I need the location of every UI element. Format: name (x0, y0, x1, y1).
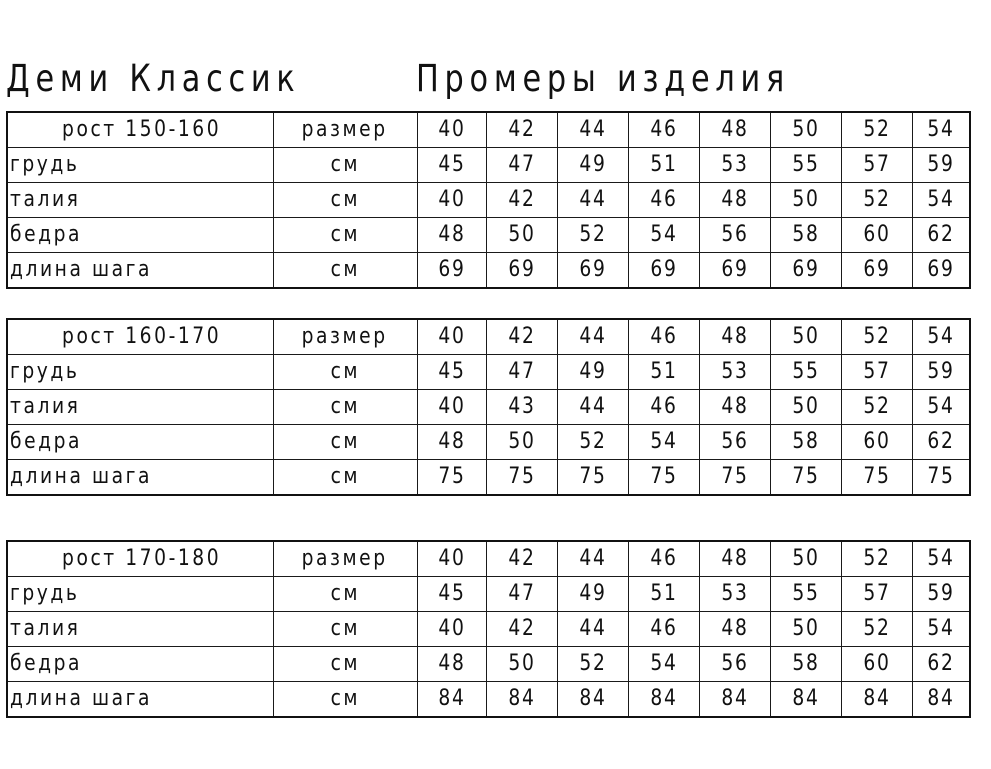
table-row (7, 647, 970, 682)
measurement-value: 84 (912, 682, 970, 718)
size-header-cell: 54 (912, 112, 970, 148)
measurement-value: 52 (557, 647, 628, 682)
size-header-cell: 46 (628, 319, 699, 355)
measurement-value: 50 (770, 612, 841, 647)
measurement-value: 51 (628, 148, 699, 183)
measurement-value: 44 (557, 183, 628, 218)
measurement-value: 40 (417, 183, 486, 218)
measurement-value: 84 (699, 682, 770, 718)
measurement-value: 52 (557, 425, 628, 460)
measurement-value: 45 (417, 577, 486, 612)
measurement-value: 50 (486, 647, 557, 682)
unit-cell: см (273, 460, 417, 496)
measurement-value: 58 (770, 425, 841, 460)
measurement-value: 49 (557, 355, 628, 390)
table-row (7, 425, 970, 460)
measurement-label: длина шага (7, 460, 273, 496)
height-range-label: рост 160-170 (7, 319, 273, 355)
table-row (7, 390, 970, 425)
measurement-value: 46 (628, 183, 699, 218)
measurement-value: 52 (841, 612, 912, 647)
table-header-row (7, 319, 970, 355)
measurement-value: 49 (557, 148, 628, 183)
measurement-value: 84 (841, 682, 912, 718)
measurement-value: 45 (417, 355, 486, 390)
measurement-value: 52 (841, 183, 912, 218)
measurement-value: 62 (912, 647, 970, 682)
unit-cell: см (273, 647, 417, 682)
page-subtitle: Промеры изделия (416, 57, 791, 100)
measurement-value: 43 (486, 390, 557, 425)
measurement-value: 48 (417, 218, 486, 253)
measurement-value: 56 (699, 425, 770, 460)
measurement-value: 69 (912, 253, 970, 289)
measurement-value: 69 (770, 253, 841, 289)
measurement-value: 60 (841, 218, 912, 253)
measurement-label: длина шага (7, 253, 273, 289)
measurement-value: 84 (417, 682, 486, 718)
measurement-value: 75 (417, 460, 486, 496)
size-header-cell: 44 (557, 112, 628, 148)
measurement-value: 52 (557, 218, 628, 253)
measurement-value: 47 (486, 148, 557, 183)
measurement-value: 50 (486, 218, 557, 253)
size-header-cell: 44 (557, 319, 628, 355)
measurement-value: 69 (486, 253, 557, 289)
measurement-value: 57 (841, 577, 912, 612)
size-header-label: размер (273, 541, 417, 577)
measurement-label: талия (7, 183, 273, 218)
measurement-value: 46 (628, 612, 699, 647)
measurement-value: 69 (699, 253, 770, 289)
unit-cell: см (273, 425, 417, 460)
size-header-cell: 54 (912, 319, 970, 355)
table-row (7, 682, 970, 718)
size-header-cell: 42 (486, 541, 557, 577)
measurement-value: 58 (770, 647, 841, 682)
unit-cell: см (273, 682, 417, 718)
measurement-value: 48 (417, 647, 486, 682)
table-row (7, 183, 970, 218)
table-row (7, 460, 970, 496)
table-row (7, 577, 970, 612)
measurement-value: 59 (912, 577, 970, 612)
height-range-label: рост 170-180 (7, 541, 273, 577)
size-header-cell: 48 (699, 319, 770, 355)
size-table (6, 540, 971, 718)
measurement-value: 50 (770, 390, 841, 425)
size-header-cell: 50 (770, 112, 841, 148)
measurement-value: 84 (770, 682, 841, 718)
size-header-cell: 40 (417, 112, 486, 148)
size-table (6, 318, 971, 496)
measurement-label: бедра (7, 218, 273, 253)
unit-cell: см (273, 577, 417, 612)
size-header-cell: 44 (557, 541, 628, 577)
measurement-value: 48 (417, 425, 486, 460)
measurement-value: 69 (417, 253, 486, 289)
measurement-value: 50 (770, 183, 841, 218)
size-header-cell: 46 (628, 541, 699, 577)
measurement-value: 55 (770, 577, 841, 612)
measurement-value: 60 (841, 425, 912, 460)
measurement-value: 59 (912, 148, 970, 183)
model-name: Деми Классик (6, 57, 301, 100)
measurement-value: 69 (557, 253, 628, 289)
measurement-value: 54 (912, 183, 970, 218)
measurement-label: бедра (7, 647, 273, 682)
measurement-value: 52 (841, 390, 912, 425)
measurement-value: 58 (770, 218, 841, 253)
table-row (7, 218, 970, 253)
table-header-row (7, 112, 970, 148)
measurement-label: бедра (7, 425, 273, 460)
measurement-value: 54 (628, 647, 699, 682)
measurement-value: 84 (628, 682, 699, 718)
size-header-cell: 42 (486, 319, 557, 355)
size-header-cell: 46 (628, 112, 699, 148)
measurement-value: 40 (417, 390, 486, 425)
measurement-value: 57 (841, 148, 912, 183)
size-header-cell: 42 (486, 112, 557, 148)
measurement-value: 48 (699, 612, 770, 647)
measurement-label: длина шага (7, 682, 273, 718)
measurement-value: 50 (486, 425, 557, 460)
measurement-value: 54 (912, 390, 970, 425)
measurement-value: 56 (699, 647, 770, 682)
measurement-value: 59 (912, 355, 970, 390)
size-header-cell: 52 (841, 112, 912, 148)
unit-cell: см (273, 253, 417, 289)
measurement-value: 55 (770, 355, 841, 390)
size-header-cell: 40 (417, 319, 486, 355)
height-range-label: рост 150-160 (7, 112, 273, 148)
measurement-value: 57 (841, 355, 912, 390)
measurement-value: 75 (699, 460, 770, 496)
measurement-value: 60 (841, 647, 912, 682)
measurement-value: 44 (557, 390, 628, 425)
table-row (7, 355, 970, 390)
size-header-cell: 48 (699, 541, 770, 577)
size-header-cell: 48 (699, 112, 770, 148)
measurement-value: 54 (628, 218, 699, 253)
size-header-cell: 50 (770, 319, 841, 355)
measurement-label: талия (7, 612, 273, 647)
table-row (7, 253, 970, 289)
measurement-value: 62 (912, 218, 970, 253)
measurement-value: 53 (699, 577, 770, 612)
measurement-value: 53 (699, 148, 770, 183)
measurement-value: 69 (628, 253, 699, 289)
measurement-value: 75 (912, 460, 970, 496)
measurement-value: 75 (628, 460, 699, 496)
measurement-label: грудь (7, 577, 273, 612)
measurement-value: 62 (912, 425, 970, 460)
measurement-value: 44 (557, 612, 628, 647)
measurement-value: 84 (486, 682, 557, 718)
measurement-value: 56 (699, 218, 770, 253)
size-header-label: размер (273, 112, 417, 148)
measurement-value: 75 (841, 460, 912, 496)
measurement-value: 55 (770, 148, 841, 183)
measurement-value: 75 (557, 460, 628, 496)
table-row (7, 612, 970, 647)
measurement-value: 47 (486, 577, 557, 612)
unit-cell: см (273, 390, 417, 425)
unit-cell: см (273, 612, 417, 647)
unit-cell: см (273, 218, 417, 253)
measurement-value: 46 (628, 390, 699, 425)
size-header-cell: 40 (417, 541, 486, 577)
size-header-cell: 50 (770, 541, 841, 577)
measurement-value: 69 (841, 253, 912, 289)
size-header-cell: 52 (841, 541, 912, 577)
measurement-value: 51 (628, 355, 699, 390)
page-title (6, 57, 791, 100)
measurement-value: 48 (699, 390, 770, 425)
measurement-value: 75 (486, 460, 557, 496)
measurement-value: 48 (699, 183, 770, 218)
size-table (6, 111, 971, 289)
measurement-value: 40 (417, 612, 486, 647)
measurement-value: 84 (557, 682, 628, 718)
size-header-cell: 54 (912, 541, 970, 577)
measurement-value: 53 (699, 355, 770, 390)
measurement-value: 54 (912, 612, 970, 647)
unit-cell: см (273, 183, 417, 218)
unit-cell: см (273, 148, 417, 183)
measurement-label: талия (7, 390, 273, 425)
size-header-cell: 52 (841, 319, 912, 355)
unit-cell: см (273, 355, 417, 390)
table-header-row (7, 541, 970, 577)
measurement-label: грудь (7, 355, 273, 390)
size-header-label: размер (273, 319, 417, 355)
measurement-value: 51 (628, 577, 699, 612)
measurement-value: 54 (628, 425, 699, 460)
measurement-value: 42 (486, 183, 557, 218)
measurement-value: 42 (486, 612, 557, 647)
measurement-value: 45 (417, 148, 486, 183)
measurement-value: 75 (770, 460, 841, 496)
measurement-value: 49 (557, 577, 628, 612)
table-row (7, 148, 970, 183)
measurement-label: грудь (7, 148, 273, 183)
measurement-value: 47 (486, 355, 557, 390)
